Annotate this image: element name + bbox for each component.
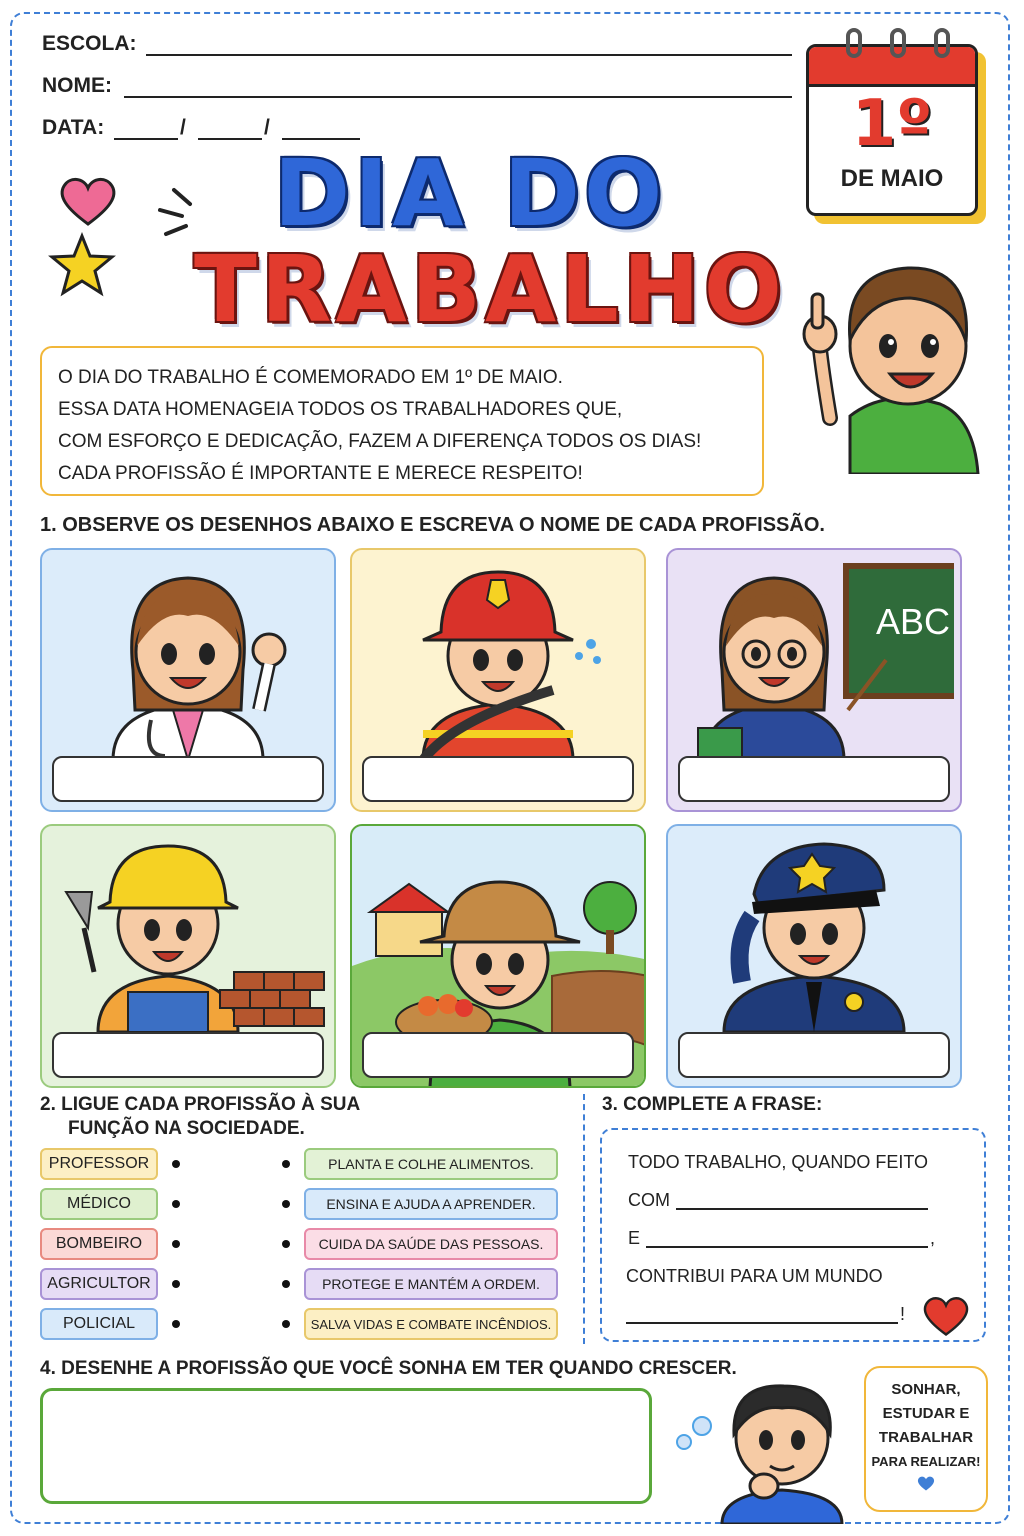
answer-field[interactable] bbox=[362, 1032, 634, 1078]
connect-dot[interactable] bbox=[172, 1320, 180, 1328]
speech-line: PARA REALIZAR! bbox=[871, 1454, 981, 1469]
title-line-2: TRABALHO bbox=[194, 236, 786, 343]
function-ensina[interactable]: ENSINA E AJUDA A APRENDER. bbox=[304, 1188, 558, 1220]
function-salva[interactable]: SALVA VIDAS E COMBATE INCÊNDIOS. bbox=[304, 1308, 558, 1340]
calendar-ring-icon bbox=[890, 28, 906, 58]
speech-line: TRABALHAR bbox=[878, 1429, 974, 1446]
connect-dot[interactable] bbox=[282, 1240, 290, 1248]
function-protege[interactable]: PROTEGE E MANTÉM A ORDEM. bbox=[304, 1268, 558, 1300]
question-2-subtitle: FUNÇÃO NA SOCIEDADE. bbox=[68, 1118, 305, 1139]
blank-field[interactable] bbox=[626, 1322, 898, 1324]
speech-line: SONHAR, bbox=[891, 1381, 961, 1398]
intro-line: CADA PROFISSÃO É IMPORTANTE E MERECE RESPEITO! bbox=[58, 463, 583, 484]
answer-field[interactable] bbox=[362, 756, 634, 802]
pointing-boy-illustration bbox=[790, 228, 984, 474]
question-3-title: 3. COMPLETE A FRASE: bbox=[602, 1094, 823, 1115]
connect-dot[interactable] bbox=[172, 1240, 180, 1248]
sentence-text: ! bbox=[900, 1304, 906, 1324]
title-line-1: DIA DO bbox=[273, 140, 667, 247]
function-planta[interactable]: PLANTA E COLHE ALIMENTOS. bbox=[304, 1148, 558, 1180]
calendar-icon bbox=[806, 44, 978, 216]
profession-medico[interactable]: MÉDICO bbox=[40, 1188, 158, 1220]
calendar-ring-icon bbox=[846, 28, 862, 58]
connect-dot[interactable] bbox=[282, 1160, 290, 1168]
drawing-area[interactable] bbox=[40, 1388, 652, 1504]
card-builder bbox=[40, 824, 336, 1088]
data-separator: / bbox=[180, 116, 186, 139]
nome-label: NOME: bbox=[42, 74, 112, 97]
firefighter-illustration bbox=[383, 560, 613, 760]
board-text: ABC bbox=[875, 601, 951, 642]
connect-dot[interactable] bbox=[282, 1280, 290, 1288]
intro-line: O DIA DO TRABALHO É COMEMORADO EM 1º DE MAIO. bbox=[58, 367, 563, 388]
answer-field[interactable] bbox=[678, 1032, 950, 1078]
card-doctor bbox=[40, 548, 336, 812]
escola-field[interactable] bbox=[146, 54, 792, 56]
connect-dot[interactable] bbox=[172, 1200, 180, 1208]
connect-dot[interactable] bbox=[172, 1280, 180, 1288]
calendar-number: 1º bbox=[851, 87, 933, 161]
nome-field[interactable] bbox=[124, 96, 792, 98]
answer-field[interactable] bbox=[52, 1032, 324, 1078]
calendar-ring-icon bbox=[934, 28, 950, 58]
answer-field[interactable] bbox=[678, 756, 950, 802]
intro-box bbox=[40, 346, 764, 496]
profession-professor[interactable]: PROFESSOR bbox=[40, 1148, 158, 1180]
star-icon bbox=[48, 232, 116, 298]
data-separator: / bbox=[264, 116, 270, 139]
intro-line: COM ESFORÇO E DEDICAÇÃO, FAZEM A DIFERENÇA TODOS OS DIAS! bbox=[58, 431, 702, 452]
card-farmer bbox=[350, 824, 646, 1088]
heart-icon bbox=[916, 1474, 936, 1492]
sentence-text: COM bbox=[628, 1190, 670, 1210]
doctor-illustration bbox=[73, 560, 303, 760]
section-divider bbox=[583, 1094, 585, 1344]
sentence-text: TODO TRABALHO, QUANDO FEITO bbox=[628, 1152, 929, 1172]
question-1-title: 1. OBSERVE OS DESENHOS ABAIXO E ESCREVA O NOME DE CADA PROFISSÃO. bbox=[40, 514, 825, 536]
function-cuida[interactable]: CUIDA DA SAÚDE DAS PESSOAS. bbox=[304, 1228, 558, 1260]
card-teacher bbox=[666, 548, 962, 812]
data-day-field[interactable] bbox=[114, 138, 178, 140]
builder-illustration bbox=[48, 832, 328, 1032]
question-4-title: 4. DESENHE A PROFISSÃO QUE VOCÊ SONHA EM TER QUANDO CRESCER. bbox=[40, 1358, 737, 1379]
profession-bombeiro[interactable]: BOMBEIRO bbox=[40, 1228, 158, 1260]
escola-label: ESCOLA: bbox=[42, 32, 137, 55]
thinking-boy-illustration bbox=[672, 1374, 862, 1524]
connect-dot[interactable] bbox=[172, 1160, 180, 1168]
sentence-text: , bbox=[930, 1228, 936, 1248]
card-police bbox=[666, 824, 962, 1088]
speech-bubble bbox=[864, 1366, 988, 1512]
profession-policial[interactable]: POLICIAL bbox=[40, 1308, 158, 1340]
profession-agricultor[interactable]: AGRICULTOR bbox=[40, 1268, 158, 1300]
connect-dot[interactable] bbox=[282, 1200, 290, 1208]
connect-dot[interactable] bbox=[282, 1320, 290, 1328]
sentence-text: CONTRIBUI PARA UM MUNDO bbox=[626, 1266, 883, 1286]
intro-line: ESSA DATA HOMENAGEIA TODOS OS TRABALHADORES QUE, bbox=[58, 399, 623, 420]
heart-icon bbox=[920, 1292, 972, 1338]
police-illustration bbox=[694, 832, 934, 1032]
speech-line: ESTUDAR E bbox=[882, 1405, 970, 1422]
heart-icon bbox=[56, 172, 120, 228]
blank-field[interactable] bbox=[646, 1246, 928, 1248]
card-firefighter bbox=[350, 548, 646, 812]
blank-field[interactable] bbox=[676, 1208, 928, 1210]
data-label: DATA: bbox=[42, 116, 105, 139]
teacher-illustration bbox=[674, 560, 954, 760]
answer-field[interactable] bbox=[52, 756, 324, 802]
question-2-title: 2. LIGUE CADA PROFISSÃO À SUA bbox=[40, 1094, 361, 1115]
sentence-text: E bbox=[628, 1228, 641, 1248]
calendar-subtitle: DE MAIO bbox=[840, 165, 944, 192]
